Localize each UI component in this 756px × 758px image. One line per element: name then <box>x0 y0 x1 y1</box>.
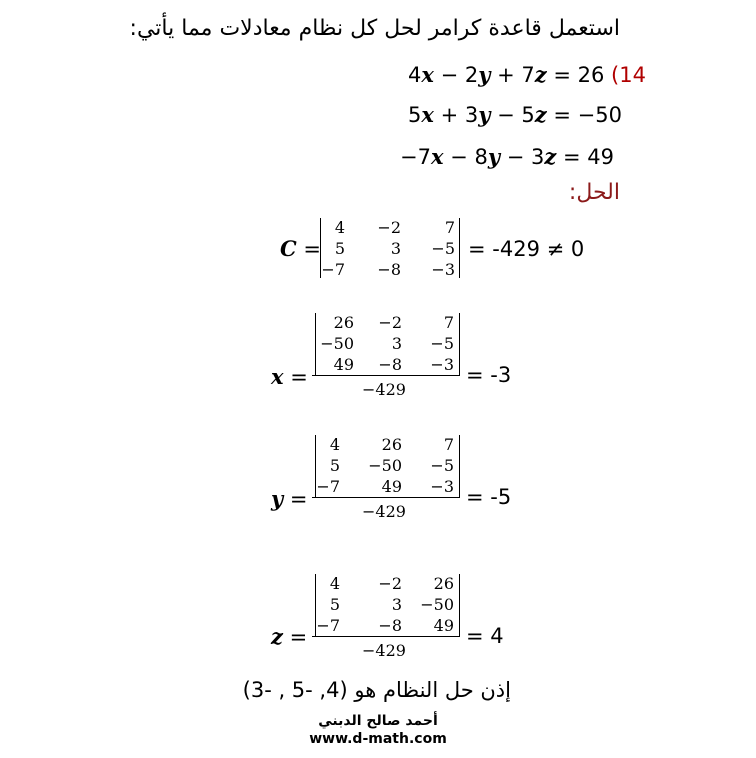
equation-3: −7x − 8y − 3z = 49 <box>400 144 614 169</box>
author-name: أحمد صالح الدبني <box>318 713 438 729</box>
x-fraction-line <box>312 375 460 376</box>
z-fraction-line <box>312 636 460 637</box>
det-y-matrix: 4 26 7 5 −50 −5 −7 49 −3 <box>315 435 460 497</box>
z-denominator: −429 <box>362 641 406 660</box>
problem-number: (14 <box>611 63 646 87</box>
y-denominator: −429 <box>362 502 406 521</box>
equation-1: 4x − 2y + 7z = 26 (14 <box>408 62 646 87</box>
y-result: = -5 <box>466 485 512 509</box>
det-x-matrix: 26 −2 7 −50 3 −5 49 −8 −3 <box>315 313 460 375</box>
z-label: z = <box>271 624 308 649</box>
solution-label: الحل: <box>568 180 620 205</box>
exercise-instruction: استعمل قاعدة كرامر لحل كل نظام معادلات مما يأتي: <box>129 16 620 41</box>
x-denominator: −429 <box>362 380 406 399</box>
det-c-result: = -429 ≠ 0 <box>468 237 585 261</box>
x-label: x = <box>271 364 308 389</box>
det-c-matrix: 4 −2 7 5 3 −5 −7 −8 −3 <box>320 218 460 278</box>
y-fraction-line <box>312 497 460 498</box>
det-c-label: C = <box>280 236 321 261</box>
conclusion-text: إذن حل النظام هو (4, -5 , -3) <box>242 678 511 702</box>
x-result: = -3 <box>466 363 512 387</box>
equation-2: 5x + 3y − 5z = −50 <box>408 102 622 127</box>
y-label: y = <box>271 486 308 511</box>
det-z-matrix: 4 −2 26 5 3 −50 −7 −8 49 <box>315 574 460 636</box>
author-website: www.d-math.com <box>309 731 447 747</box>
z-result: = 4 <box>466 624 504 648</box>
